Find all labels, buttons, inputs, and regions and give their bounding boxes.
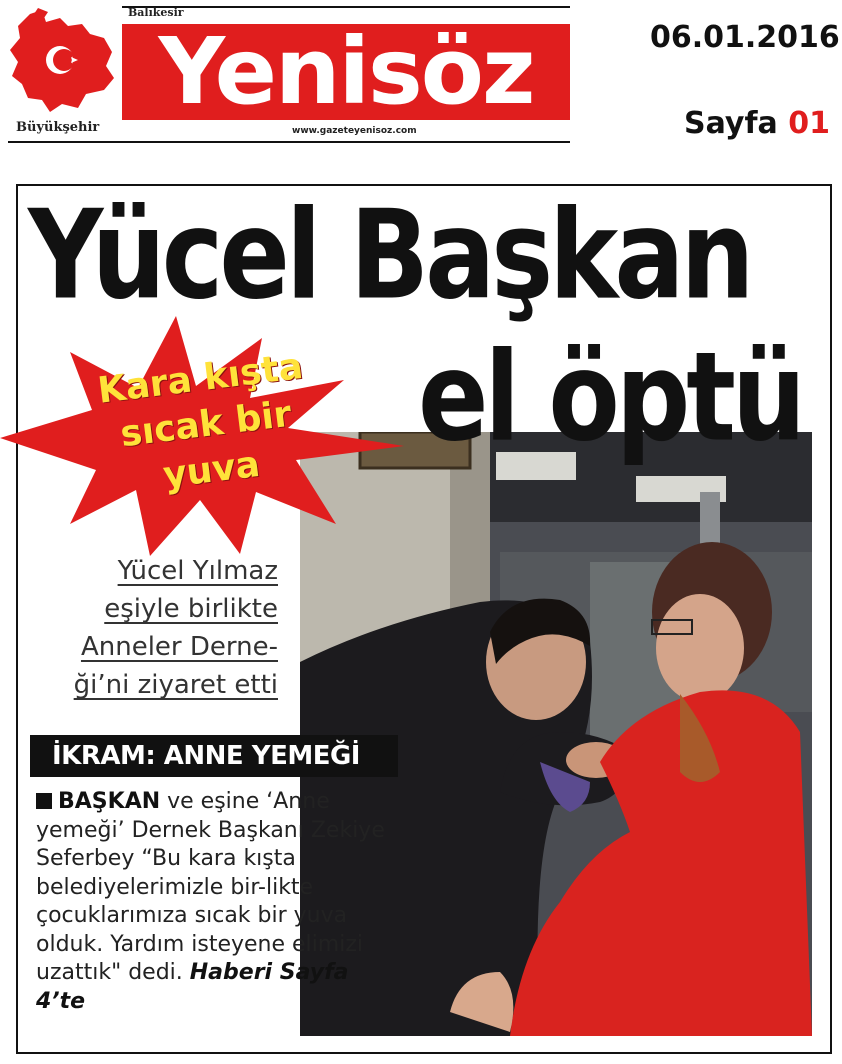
bullet-square-icon xyxy=(36,793,52,809)
issue-date: 06.01.2016 xyxy=(650,20,840,55)
newspaper-name: Yenisöz xyxy=(158,24,534,120)
starburst-text: Kara kışta sıcak bir yuva xyxy=(95,345,306,497)
page-number xyxy=(684,106,830,141)
region-label: Büyükşehir xyxy=(16,120,100,135)
continued-reference: Haberi Sayfa 4’te xyxy=(36,960,349,1014)
highlight-bar: İKRAM: ANNE YEMEĞİ xyxy=(30,735,398,777)
headline-line-2: el öptü xyxy=(418,325,803,470)
body-lead: BAŞKAN xyxy=(58,789,161,814)
subhead-line-2: eşiyle birlikte xyxy=(104,594,278,624)
subhead-line-3: Anneler Derne- xyxy=(80,632,278,662)
headline-line-1: Yücel Başkan xyxy=(28,183,751,328)
page-number-value: 01 xyxy=(788,106,830,141)
masthead-top-rule xyxy=(122,6,570,8)
masthead-bottom-rule xyxy=(8,141,570,143)
subhead-line-1: Yücel Yılmaz xyxy=(117,556,278,586)
page-label: Sayfa xyxy=(684,106,778,141)
subheadline xyxy=(40,552,278,704)
subhead-line-4: ği’ni ziyaret etti xyxy=(73,670,278,700)
province-map-logo xyxy=(8,8,118,123)
newspaper-logo xyxy=(122,24,570,120)
website-url: www.gazeteyenisoz.com xyxy=(292,126,417,136)
city-label: Balıkesir xyxy=(128,6,184,19)
body-text: ve eşine ‘Anne yemeği’ Dernek Başkanı Zekiye Seferbey “Bu kara kışta belediyelerimizle bir-likte çocuklarımıza sıcak bir yuva olduk. Yardım isteyene elimizi uzattık" dedi. xyxy=(36,789,385,985)
article-body xyxy=(36,788,388,1016)
